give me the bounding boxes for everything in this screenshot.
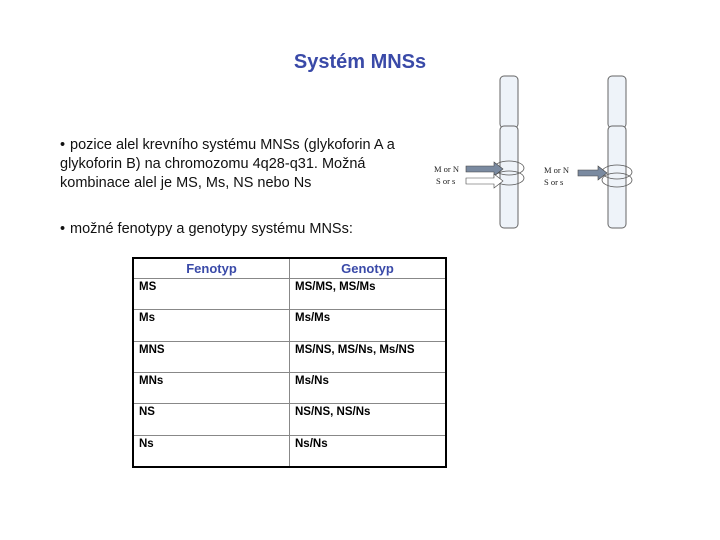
phenotype-cell: MS	[133, 279, 290, 310]
phenotype-cell: Ns	[133, 435, 290, 467]
genotype-cell: Ms/Ns	[290, 372, 447, 403]
bullet-allele-position	[60, 136, 420, 193]
phenotype-cell: NS	[133, 404, 290, 435]
table-row	[133, 310, 446, 341]
chromosome-diagram	[428, 72, 648, 232]
bullet-dot: •	[60, 137, 66, 153]
table-row	[133, 341, 446, 372]
chromosome-left	[434, 76, 524, 228]
table-row	[133, 404, 446, 435]
bullet-text: možné fenotypy a genotypy systému MNSs:	[70, 221, 353, 237]
genotype-cell: MS/NS, MS/Ns, Ms/NS	[290, 341, 447, 372]
table-row	[133, 279, 446, 310]
table-row	[133, 372, 446, 403]
label-m-or-n-left: M or N	[434, 164, 460, 174]
phenotype-cell: Ms	[133, 310, 290, 341]
header-fenotyp: Fenotyp	[133, 258, 290, 279]
genotype-cell: MS/MS, MS/Ms	[290, 279, 447, 310]
genotype-cell: NS/NS, NS/Ns	[290, 404, 447, 435]
genotype-cell: Ms/Ms	[290, 310, 447, 341]
label-s-or-s-right: S or s	[544, 177, 564, 187]
bullet-dot: •	[60, 221, 66, 237]
table-header-row	[133, 258, 446, 279]
bullet-text: pozice alel krevního systému MNSs (glykoforin A a glykoforin B) na chromozomu 4q28-q31. Možná kombinace alel je MS, Ms, NS nebo Ns	[60, 137, 395, 191]
header-genotyp: Genotyp	[290, 258, 447, 279]
table-row	[133, 435, 446, 467]
phenotype-genotype-table	[132, 257, 447, 468]
phenotype-cell: MNs	[133, 372, 290, 403]
label-m-or-n-right: M or N	[544, 165, 570, 175]
phenotype-cell: MNS	[133, 341, 290, 372]
label-s-or-s-left: S or s	[436, 176, 456, 186]
slide-title: Systém MNSs	[293, 51, 427, 73]
chromosome-right	[544, 76, 632, 228]
bullet-phenotypes-intro	[60, 220, 420, 239]
genotype-cell: Ns/Ns	[290, 435, 447, 467]
